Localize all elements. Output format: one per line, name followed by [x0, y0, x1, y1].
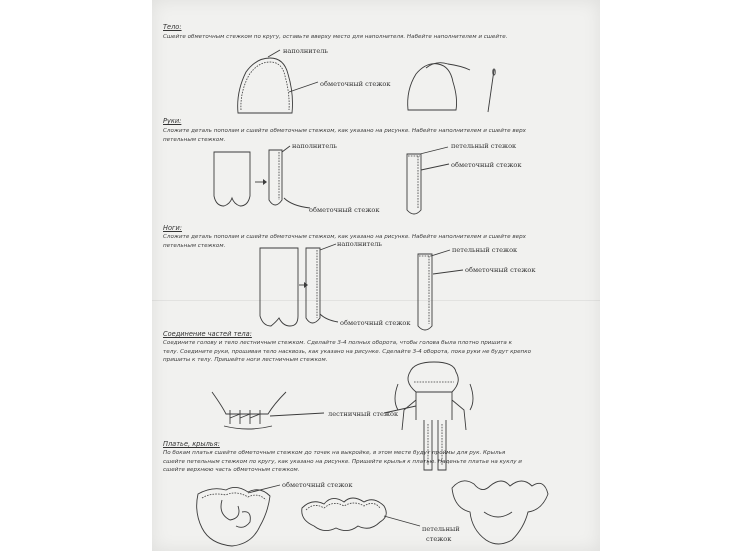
- dress-drawing: [197, 487, 270, 546]
- dress-buttonhole-label-1: петельный: [422, 525, 460, 533]
- dress-instructions: По бокам платья сшейте обметочным стежком до точек на выкройке, в этом месте будут проймы для рук. Крылья сшейте петельным стежком по кругу, как указано на рисунке. Пришейте крылья к платью. Наденьте платье на куклу и сшейте верхнюю часть обметочным стежком.: [163, 450, 522, 474]
- joining-instructions: Соедините голову и тело лестничным стежком. Сделайте 3-4 полных оборота, чтобы голова была плотно пришита к телу. Соедините руки, прошивая тело насквозь, как указано на рисунке. Сделайте 3-4 оборота, пока руки не будут крепко пришиты к телу. Пришейте ноги лестничным стежком.: [163, 340, 531, 364]
- arm-overcast-pointer: [284, 198, 310, 208]
- dress-heading: Платье, крылья:: [163, 440, 220, 448]
- leg-folded-piece: [306, 248, 320, 323]
- legs-buttonhole-label: петельный стежок: [452, 246, 518, 254]
- legs-overcast-right-label: обметочный стежок: [465, 266, 536, 274]
- arms-buttonhole-label: петельный стежок: [451, 142, 517, 150]
- ladder-pointer-right: [384, 406, 416, 413]
- sewing-illustrations: [152, 0, 600, 551]
- needle-icon: [488, 69, 495, 112]
- legs-filler-label: наполнитель: [337, 240, 382, 248]
- body-filler-pointer: [268, 50, 280, 57]
- body-piece-left: [238, 58, 293, 113]
- arm-finished-piece: [407, 154, 421, 214]
- legs-instructions: Сложите деталь пополам и сшейте обметочным стежком, как указано на рисунке. Набейте наполнителем и сшейте верх петельным стежком.: [163, 234, 526, 249]
- leg-filler-pointer: [320, 244, 336, 250]
- arm-folded-piece: [269, 150, 282, 205]
- arms-overcast-right-label: обметочный стежок: [451, 161, 522, 169]
- body-heading: Тело:: [163, 23, 182, 31]
- instruction-sheet: [152, 0, 600, 551]
- arm-overcast-pointer-right: [421, 164, 449, 170]
- dress-overcast-label: обметочный стежок: [282, 481, 353, 489]
- wings-drawing: [302, 498, 387, 531]
- arms-heading: Руки:: [163, 117, 182, 125]
- body-filler-label: наполнитель: [283, 47, 328, 55]
- winged-dress-drawing: [452, 481, 548, 544]
- leg-finished-piece: [418, 254, 432, 330]
- legs-heading: Ноги:: [163, 224, 182, 232]
- arm-step-arrowhead: [263, 179, 267, 185]
- leg-flat-piece: [260, 248, 298, 326]
- leg-overcast-pointer: [320, 314, 338, 322]
- body-overcast-pointer: [289, 82, 318, 92]
- arms-instructions: Сложите деталь пополам и сшейте обметочным стежком, как указано на рисунке. Набейте наполнителем и сшейте верх петельным стежком.: [163, 128, 526, 143]
- neck-joint-drawing: [212, 392, 286, 429]
- wings-buttonhole-pointer: [384, 516, 420, 526]
- ladder-pointer-left: [270, 413, 324, 416]
- doll-joint-drawing: [395, 362, 473, 470]
- joining-heading: Соединение частей тела:: [163, 330, 252, 338]
- legs-overcast-bottom-label: обметочный стежок: [340, 319, 411, 327]
- ladder-stitch-label: лестничный стежок: [328, 410, 399, 418]
- body-piece-right: [408, 63, 470, 110]
- arm-buttonhole-pointer: [420, 147, 448, 154]
- body-instructions: Сшейте обметочным стежком по кругу, оставьте вверху место для наполнителя. Набейте наполнителем и сшейте.: [163, 34, 508, 40]
- leg-buttonhole-pointer: [431, 250, 450, 256]
- leg-overcast-pointer-right: [433, 270, 463, 274]
- arm-flat-piece: [214, 152, 250, 206]
- body-overcast-label: обметочный стежок: [320, 80, 391, 88]
- arm-filler-pointer: [282, 146, 290, 152]
- arms-filler-label: наполнитель: [292, 142, 337, 150]
- dress-buttonhole-label-2: стежок: [426, 535, 452, 543]
- arms-overcast-bottom-label: обметочный стежок: [309, 206, 380, 214]
